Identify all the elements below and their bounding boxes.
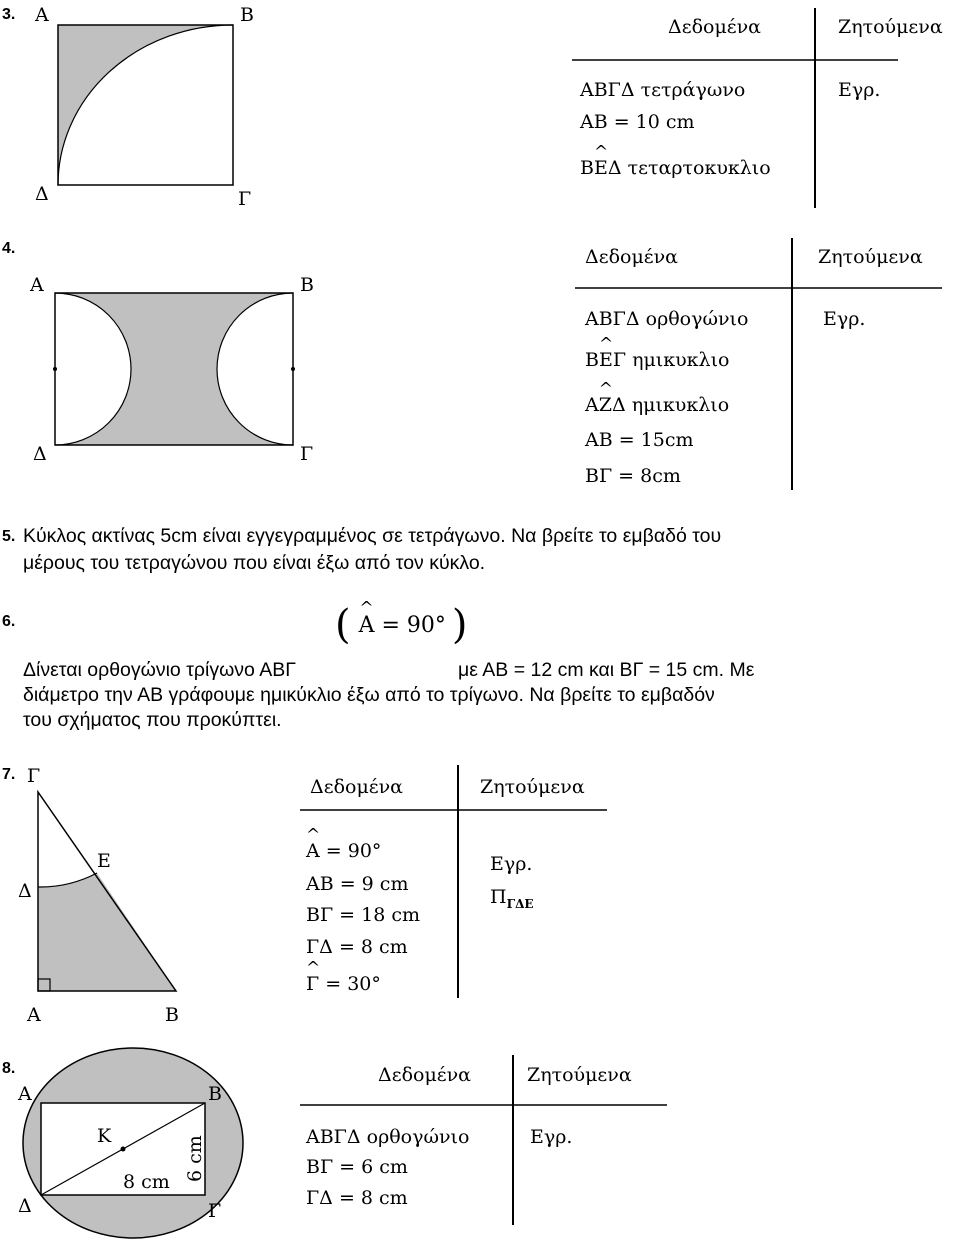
given-line: ΑΒΓΔ ορθογώνιο bbox=[306, 1126, 470, 1148]
angle-hat-letter: ^ Α bbox=[359, 613, 375, 638]
exercise-6-text-line: Δίνεται ορθογώνιο τρίγωνο ΑΒΓ bbox=[23, 659, 296, 681]
wanted-line: Εγρ. bbox=[838, 79, 881, 101]
vertex-label-e: Ε bbox=[97, 850, 111, 872]
vertex-label-b: Β bbox=[208, 1083, 222, 1105]
table-header-given: Δεδομένα bbox=[378, 1064, 472, 1086]
vertex-label-a: Α bbox=[35, 4, 49, 26]
given-text: ημικυκλιο bbox=[631, 394, 730, 416]
vertex-label-d: Δ bbox=[18, 880, 32, 902]
given-line: ΒΓ = 6 cm bbox=[306, 1156, 408, 1178]
table-header-given: Δεδομένα bbox=[310, 776, 404, 798]
perimeter-symbol: Π bbox=[490, 886, 507, 908]
angle-before: Β bbox=[585, 349, 599, 371]
angle-after: Γ bbox=[612, 349, 627, 371]
given-line bbox=[306, 840, 381, 862]
given-line: ΓΔ = 8 cm bbox=[306, 1187, 408, 1209]
angle-after: Δ bbox=[607, 157, 622, 179]
exercise-3-number: 3. bbox=[2, 6, 16, 23]
exercise-7-figure bbox=[15, 760, 215, 1030]
exercise-6-text-line: με ΑΒ = 12 cm και ΒΓ = 15 cm. Με bbox=[458, 659, 755, 681]
vertex-label-g: Γ bbox=[238, 188, 252, 210]
exercise-7-number: 7. bbox=[2, 766, 16, 783]
exercise-4-figure bbox=[25, 265, 335, 465]
vertex-label-d: Δ bbox=[33, 443, 47, 465]
exercise-8-figure bbox=[10, 1040, 250, 1240]
vertex-label-a: Α bbox=[30, 274, 44, 296]
exercise-6-number: 6. bbox=[2, 613, 16, 630]
center-point bbox=[121, 1147, 126, 1152]
angle-hat-letter: ^ Α bbox=[306, 840, 320, 862]
table-header-given: Δεδομένα bbox=[585, 246, 679, 268]
angle-hat-letter: ^ Ζ bbox=[599, 394, 612, 416]
dimension-horizontal: 8 cm bbox=[123, 1171, 170, 1193]
shaded-region bbox=[58, 25, 233, 185]
given-line bbox=[580, 157, 771, 179]
table-header-wanted: Ζητούμενα bbox=[480, 776, 585, 798]
exercise-8-number: 8. bbox=[2, 1060, 16, 1077]
table-header-given: Δεδομένα bbox=[668, 16, 762, 38]
vertex-label-g: Γ bbox=[27, 765, 41, 787]
vertex-label-g: Γ bbox=[300, 443, 314, 465]
wanted-line: Εγρ. bbox=[490, 853, 533, 875]
wanted-line: Εγρ. bbox=[530, 1126, 573, 1148]
given-line: ΓΔ = 8 cm bbox=[306, 936, 408, 958]
given-line: ΑΒΓΔ ορθογώνιο bbox=[585, 308, 749, 330]
perimeter-subscript: ΓΔΕ bbox=[506, 897, 534, 911]
vertex-label-b: Β bbox=[300, 274, 314, 296]
exercise-5-text-line: μέρους του τετραγώνου που είναι έξω από τον κύκλο. bbox=[23, 552, 486, 574]
angle-value: = 90° bbox=[325, 840, 382, 862]
angle-hat-letter: ^ Ε bbox=[594, 157, 608, 179]
vertex-label-a: Α bbox=[18, 1083, 32, 1105]
exercise-4-number: 4. bbox=[2, 240, 16, 257]
given-text: ημικυκλιο bbox=[632, 349, 730, 371]
center-label-k: Κ bbox=[97, 1125, 112, 1147]
table-header-wanted: Ζητούμενα bbox=[838, 16, 943, 38]
table-header-wanted: Ζητούμενα bbox=[818, 246, 923, 268]
wanted-line bbox=[490, 886, 534, 911]
given-line bbox=[585, 349, 730, 371]
angle-after: Δ bbox=[611, 394, 626, 416]
vertex-label-b: Β bbox=[240, 4, 254, 26]
exercise-3-figure bbox=[25, 0, 254, 215]
exercise-5-number: 5. bbox=[2, 528, 16, 545]
given-line: ΒΓ = 18 cm bbox=[306, 904, 421, 926]
exercise-6-text-line: του σχήματος που προκύπτει. bbox=[23, 709, 282, 731]
wanted-line: Εγρ. bbox=[823, 308, 866, 330]
angle-hat-letter: ^ Ε bbox=[599, 349, 613, 371]
given-text: τεταρτοκυκλιο bbox=[627, 157, 771, 179]
given-line: ΑΒΓΔ τετράγωνο bbox=[580, 79, 746, 101]
right-angle-formula: (^ Α = 90° ) bbox=[335, 602, 468, 648]
given-line: ΑΒ = 10 cm bbox=[580, 111, 695, 133]
table-header-wanted: Ζητούμενα bbox=[527, 1064, 632, 1086]
angle-value: = 30° bbox=[325, 973, 381, 995]
vertex-label-b: Β bbox=[165, 1004, 179, 1026]
shaded-region bbox=[55, 293, 293, 445]
angle-before: Α bbox=[585, 394, 599, 416]
exercise-6-text-line: διάμετρο την ΑΒ γράφουμε ημικύκλιο έξω από το τρίγωνο. Να βρείτε το εμβαδόν bbox=[23, 684, 715, 706]
vertex-label-g: Γ bbox=[208, 1200, 222, 1222]
angle-hat-letter: ^ Γ bbox=[306, 973, 319, 995]
given-line: ΒΓ = 8cm bbox=[585, 465, 681, 487]
given-line bbox=[306, 973, 381, 995]
exercise-5-text-line: Κύκλος ακτίνας 5cm είναι εγγεγραμμένος σε τετράγωνο. Να βρείτε το εμβαδό του bbox=[23, 525, 722, 547]
vertex-label-a: Α bbox=[27, 1004, 41, 1026]
angle-before: Β bbox=[580, 157, 594, 179]
angle-value: = 90° bbox=[381, 613, 446, 638]
given-line: ΑΒ = 9 cm bbox=[306, 873, 409, 895]
vertex-label-d: Δ bbox=[18, 1195, 32, 1217]
given-line bbox=[585, 394, 729, 416]
dimension-vertical: 6 cm bbox=[184, 1135, 206, 1182]
vertex-label-d: Δ bbox=[35, 183, 49, 205]
given-line: ΑΒ = 15cm bbox=[585, 429, 694, 451]
